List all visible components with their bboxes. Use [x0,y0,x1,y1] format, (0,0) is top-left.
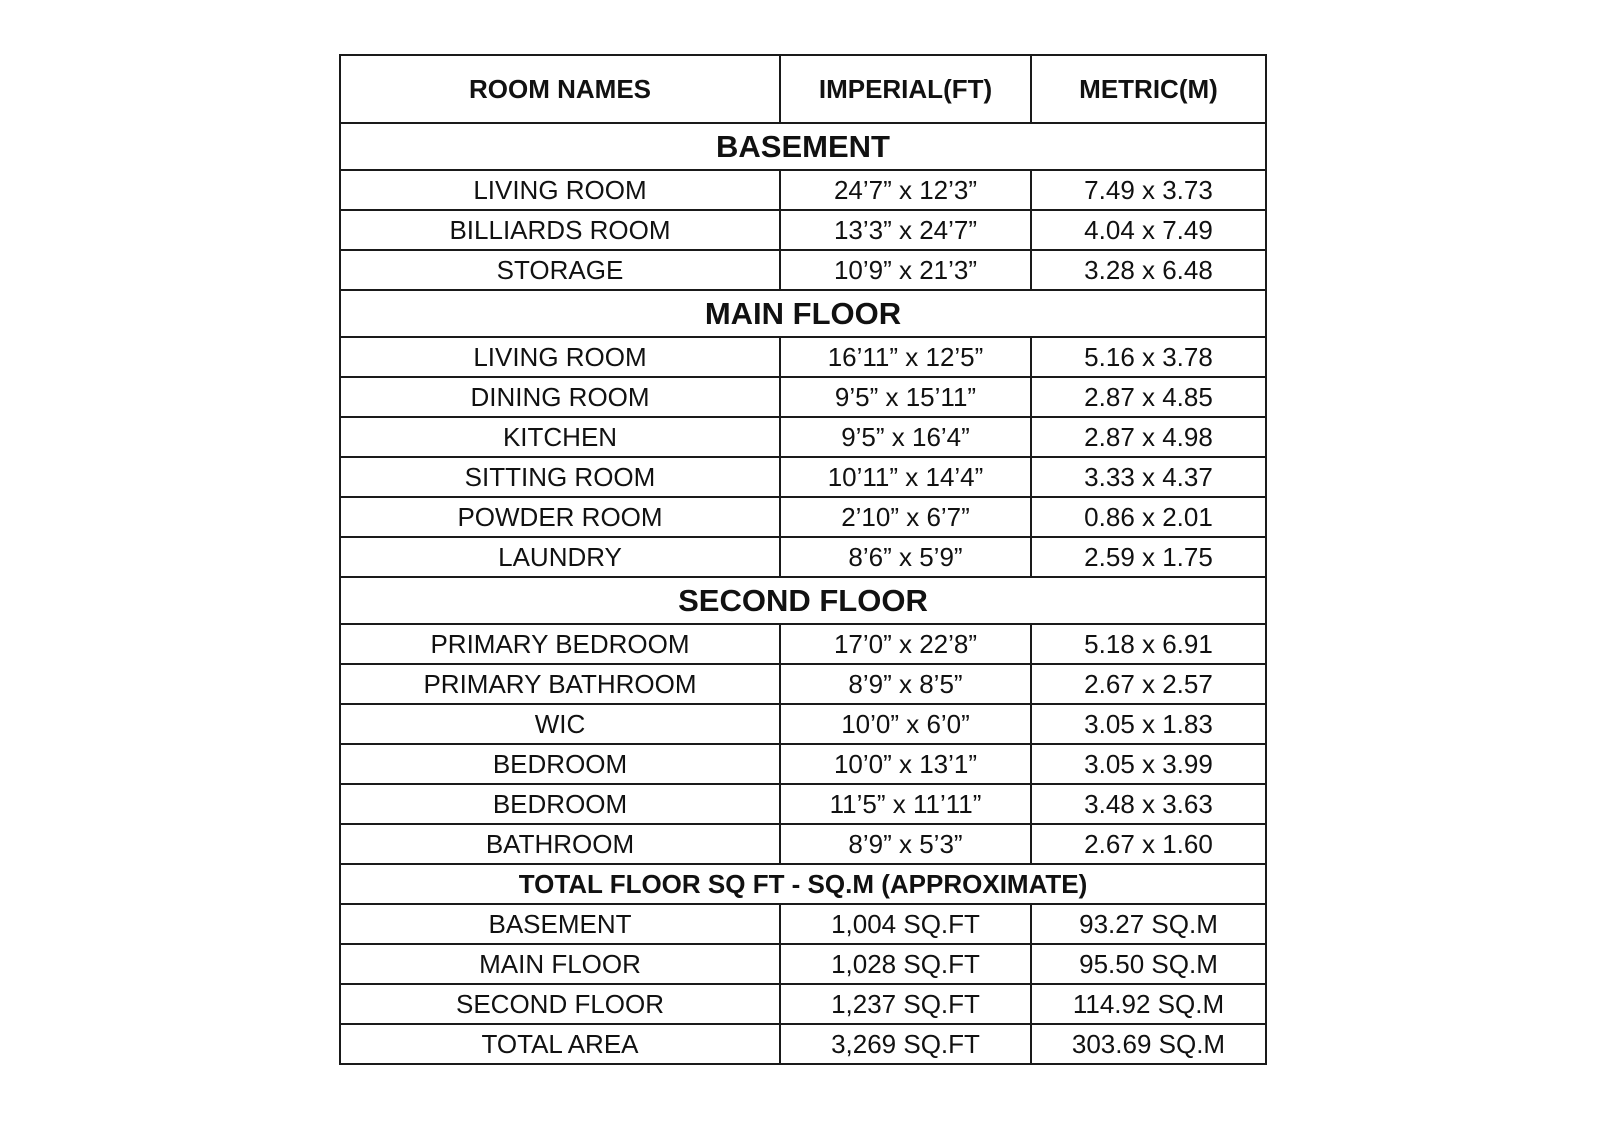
table-row [340,457,1266,497]
table-row [340,904,1266,944]
room-imperial: 24’7” x 12’3” [780,170,1031,210]
room-name: BILLIARDS ROOM [340,210,780,250]
total-imperial: 1,028 SQ.FT [780,944,1031,984]
room-metric: 5.18 x 6.91 [1031,624,1266,664]
room-name: STORAGE [340,250,780,290]
table-row [340,170,1266,210]
room-name: BEDROOM [340,784,780,824]
table-row [340,377,1266,417]
total-floor-name: SECOND FLOOR [340,984,780,1024]
table-row [340,704,1266,744]
room-imperial: 10’11” x 14’4” [780,457,1031,497]
section-totals [340,864,1266,904]
room-dimensions-sheet [339,54,1265,1065]
room-metric: 2.87 x 4.98 [1031,417,1266,457]
section-title-main-floor: MAIN FLOOR [340,290,1266,337]
section-title-basement: BASEMENT [340,123,1266,170]
header-room-names: ROOM NAMES [340,55,780,123]
total-metric: 93.27 SQ.M [1031,904,1266,944]
total-floor-name: MAIN FLOOR [340,944,780,984]
room-name: LAUNDRY [340,537,780,577]
room-metric: 2.67 x 2.57 [1031,664,1266,704]
room-name: BEDROOM [340,744,780,784]
table-row [340,250,1266,290]
table-row [340,337,1266,377]
section-second-floor [340,577,1266,624]
table-row [340,210,1266,250]
room-imperial: 8’9” x 8’5” [780,664,1031,704]
room-metric: 2.59 x 1.75 [1031,537,1266,577]
section-main-floor [340,290,1266,337]
room-name: PRIMARY BEDROOM [340,624,780,664]
room-metric: 3.48 x 3.63 [1031,784,1266,824]
table-row [340,537,1266,577]
room-imperial: 2’10” x 6’7” [780,497,1031,537]
room-imperial: 11’5” x 11’11” [780,784,1031,824]
total-metric: 114.92 SQ.M [1031,984,1266,1024]
room-metric: 7.49 x 3.73 [1031,170,1266,210]
room-metric: 4.04 x 7.49 [1031,210,1266,250]
room-metric: 2.67 x 1.60 [1031,824,1266,864]
table-row [340,824,1266,864]
room-metric: 3.05 x 1.83 [1031,704,1266,744]
section-basement [340,123,1266,170]
room-metric: 3.33 x 4.37 [1031,457,1266,497]
section-title-second-floor: SECOND FLOOR [340,577,1266,624]
room-imperial: 10’0” x 6’0” [780,704,1031,744]
table-row [340,744,1266,784]
header-imperial: IMPERIAL(FT) [780,55,1031,123]
room-imperial: 9’5” x 16’4” [780,417,1031,457]
total-imperial: 1,004 SQ.FT [780,904,1031,944]
table-row [340,497,1266,537]
room-imperial: 8’6” x 5’9” [780,537,1031,577]
room-metric: 5.16 x 3.78 [1031,337,1266,377]
room-metric: 3.28 x 6.48 [1031,250,1266,290]
room-metric: 2.87 x 4.85 [1031,377,1266,417]
table-row [340,1024,1266,1064]
room-name: PRIMARY BATHROOM [340,664,780,704]
table-row [340,984,1266,1024]
table-header-row [340,55,1266,123]
total-floor-name: BASEMENT [340,904,780,944]
total-metric: 303.69 SQ.M [1031,1024,1266,1064]
total-imperial: 3,269 SQ.FT [780,1024,1031,1064]
room-name: POWDER ROOM [340,497,780,537]
room-name: BATHROOM [340,824,780,864]
room-imperial: 9’5” x 15’11” [780,377,1031,417]
room-dimensions-table [339,54,1267,1065]
room-name: DINING ROOM [340,377,780,417]
room-name: WIC [340,704,780,744]
table-row [340,944,1266,984]
total-imperial: 1,237 SQ.FT [780,984,1031,1024]
room-imperial: 13’3” x 24’7” [780,210,1031,250]
room-imperial: 10’9” x 21’3” [780,250,1031,290]
room-name: LIVING ROOM [340,170,780,210]
room-name: LIVING ROOM [340,337,780,377]
table-row [340,624,1266,664]
table-row [340,784,1266,824]
room-name: KITCHEN [340,417,780,457]
section-title-totals: TOTAL FLOOR SQ FT - SQ.M (APPROXIMATE) [340,864,1266,904]
header-metric: METRIC(M) [1031,55,1266,123]
table-row [340,664,1266,704]
table-row [340,417,1266,457]
room-imperial: 17’0” x 22’8” [780,624,1031,664]
room-metric: 0.86 x 2.01 [1031,497,1266,537]
room-imperial: 16’11” x 12’5” [780,337,1031,377]
room-imperial: 10’0” x 13’1” [780,744,1031,784]
total-floor-name: TOTAL AREA [340,1024,780,1064]
room-imperial: 8’9” x 5’3” [780,824,1031,864]
room-name: SITTING ROOM [340,457,780,497]
room-metric: 3.05 x 3.99 [1031,744,1266,784]
total-metric: 95.50 SQ.M [1031,944,1266,984]
